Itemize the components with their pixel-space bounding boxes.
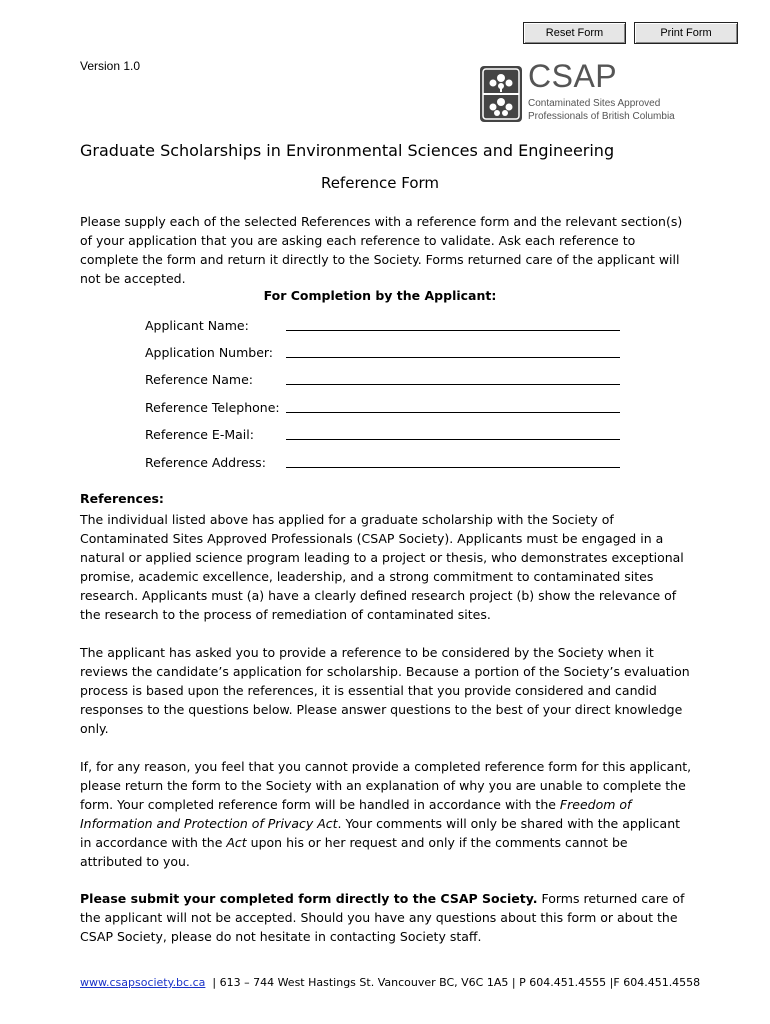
field-reference-address: [145, 455, 625, 475]
csap-logo-icon: [480, 66, 522, 122]
field-underline: [286, 384, 620, 385]
field-reference-email: [145, 427, 625, 447]
field-underline: [286, 439, 620, 440]
references-paragraph-1: The individual listed above has applied for a graduate scholarship with the Society of Contaminated Sites Approved Professionals (CSAP Society). Applicants must be engaged in a natural or applied science program leading to a project or thesis, who demonstrates exceptional promise, academic excellence, leadership, and a strong commitment to contaminated sites research. Applicants must (a) have a clearly defined research project (b) show the relevance of the research to the process of remediation of contaminated sites.: [80, 512, 684, 622]
field-label: Applicant Name:: [145, 318, 249, 333]
intro-paragraph: Please supply each of the selected References with a reference form and the relevant section(s) of your application that you are asking each reference to validate. Ask each reference to complete the form and return it directly to the Society. Forms returned care of the applicant will not be accepted.: [80, 214, 683, 286]
field-underline: [286, 467, 620, 468]
logo-subtitle-line2: Professionals of British Columbia: [528, 111, 675, 122]
p3-text-c: upon his or her request and only if the comments cannot be attributed to you.: [80, 835, 628, 869]
footer: [80, 976, 720, 989]
document-title: Graduate Scholarships in Environmental Sciences and Engineering: [80, 141, 615, 160]
field-label: Reference Telephone:: [145, 400, 280, 415]
reference-telephone-input[interactable]: [286, 398, 620, 412]
field-application-number: [145, 345, 625, 365]
logo-subtitle-line1: Contaminated Sites Approved: [528, 98, 661, 109]
p3-italic-act-name: Freedom of Information and Protection of Privacy Act: [80, 797, 632, 831]
field-applicant-name: [145, 318, 625, 338]
field-label: Reference Name:: [145, 372, 254, 387]
csap-logo: [480, 58, 680, 124]
references-paragraph-3: [80, 757, 692, 871]
footer-address: | 613 – 744 West Hastings St. Vancouver BC, V6C 1A5 | P 604.451.4555 |F 604.451.4558: [205, 976, 701, 989]
field-label: Reference E-Mail:: [145, 427, 254, 442]
field-reference-telephone: [145, 400, 625, 420]
reference-address-input[interactable]: [286, 453, 620, 467]
references-paragraph-4: [80, 889, 692, 946]
field-label: Application Number:: [145, 345, 274, 360]
applicant-name-input[interactable]: [286, 316, 620, 330]
field-underline: [286, 330, 620, 331]
field-reference-name: [145, 372, 625, 392]
references-heading: References:: [80, 491, 164, 506]
p3-text-a: If, for any reason, you feel that you cannot provide a completed reference form for this applicant, please return the form to the Society with an explanation of why you are unable to complete the form. Your completed reference form will be handled in accordance with the: [80, 759, 692, 812]
reset-form-button[interactable]: Reset Form: [523, 22, 626, 44]
reference-name-input[interactable]: [286, 370, 620, 384]
reference-email-input[interactable]: [286, 425, 620, 439]
field-label: Reference Address:: [145, 455, 266, 470]
field-underline: [286, 357, 620, 358]
document-subtitle: Reference Form: [320, 174, 440, 192]
field-underline: [286, 412, 620, 413]
p4-bold-text: Please submit your completed form directly to the CSAP Society.: [80, 891, 538, 906]
p3-text-b: . Your comments will only be shared with the applicant in accordance with the: [80, 816, 681, 850]
logo-subtitle: [528, 97, 688, 123]
logo-name: CSAP: [528, 58, 618, 94]
website-link[interactable]: www.csapsociety.bc.ca: [80, 976, 206, 989]
print-form-button[interactable]: Print Form: [634, 22, 738, 44]
version-label: Version 1.0: [80, 59, 141, 73]
applicant-section-heading: For Completion by the Applicant:: [263, 288, 497, 303]
p4-text: Forms returned care of the applicant will not be accepted. Should you have any questions about this form or about the CSAP Society, please do not hesitate in contacting Society staff.: [80, 891, 685, 944]
p3-italic-act: Act: [226, 835, 247, 850]
references-paragraph-2: The applicant has asked you to provide a reference to be considered by the Society when it reviews the candidate’s application for scholarship. Because a portion of the Society’s evaluation process is based upon the references, it is essential that you provide considered and candid responses to the questions below. Please answer questions to the best of your direct knowledge only.: [80, 645, 690, 736]
application-number-input[interactable]: [286, 343, 620, 357]
